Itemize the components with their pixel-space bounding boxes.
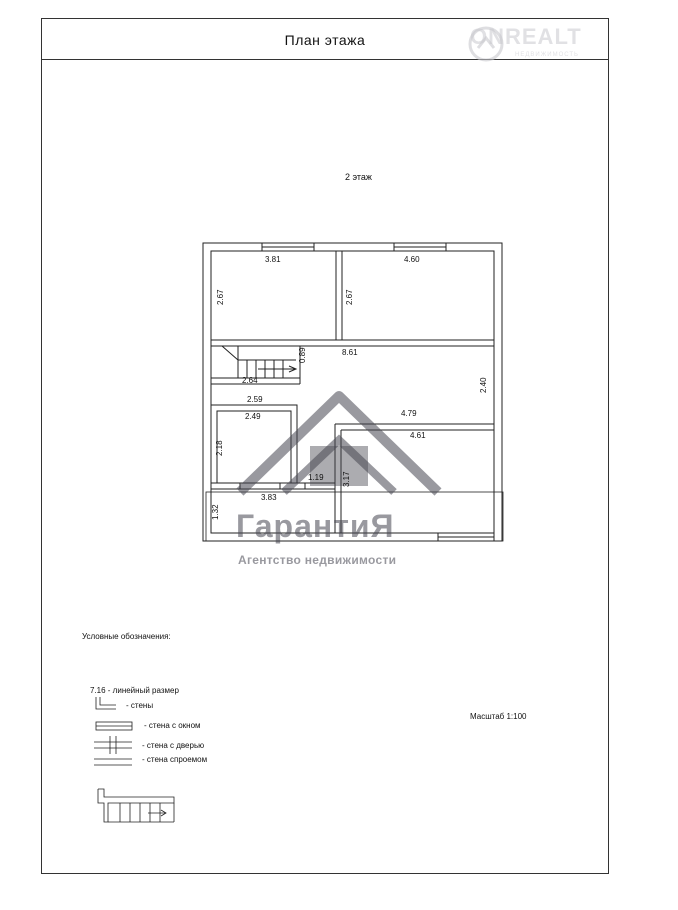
dim-stair-height: 0.89 xyxy=(298,347,307,363)
legend-stairs-symbol xyxy=(98,789,174,822)
page-title: План этажа xyxy=(284,32,366,48)
dim-room4-top: 4.79 xyxy=(401,409,417,418)
legend-linear-size: 7.16 - линейный размер xyxy=(90,686,179,695)
legend-walls: - стены xyxy=(126,701,154,710)
dim-bath-height: 2.18 xyxy=(215,440,224,456)
dim-hall-height: 2.40 xyxy=(479,377,488,393)
watermark-corner-logo: ONREALT xyxy=(470,24,582,49)
corner-watermark-icon xyxy=(470,28,502,60)
watermark-corner-sub: НЕДВИЖИМОСТЬ xyxy=(515,52,579,58)
legend-wall-window: - стена с окном xyxy=(144,721,201,730)
dim-stair-width: 2.64 xyxy=(242,376,258,385)
legend-walls-symbol xyxy=(96,697,116,709)
dim-room1-width: 3.81 xyxy=(265,255,281,264)
dim-bottom-width: 3.83 xyxy=(261,493,277,502)
dim-room2-height: 2.67 xyxy=(345,289,354,305)
dim-room4-height: 3.17 xyxy=(342,471,351,487)
outer-wall-outer xyxy=(203,243,502,541)
dim-room4-width: 4.61 xyxy=(410,431,426,440)
scale-label: Масштаб 1:100 xyxy=(470,712,527,721)
legend-wall-door: - стена с дверью xyxy=(142,741,205,750)
floor-label: 2 этаж xyxy=(345,172,372,182)
dim-small-width: 1.19 xyxy=(308,473,324,482)
watermark-subtitle: Агентство недвижимости xyxy=(238,553,397,567)
legend-title: Условные обозначения: xyxy=(82,632,171,641)
watermark-brand: ГарантиЯ xyxy=(236,508,395,544)
dim-hall-length: 8.61 xyxy=(342,348,358,357)
dim-bath-width: 2.49 xyxy=(245,412,261,421)
legend-wall-opening: - стена спроемом xyxy=(142,755,208,764)
dim-room1-height: 2.67 xyxy=(216,289,225,305)
dim-balcony-height: 1.32 xyxy=(211,504,220,520)
dim-bath-width-top: 2.59 xyxy=(247,395,263,404)
dim-room2-width: 4.60 xyxy=(404,255,420,264)
